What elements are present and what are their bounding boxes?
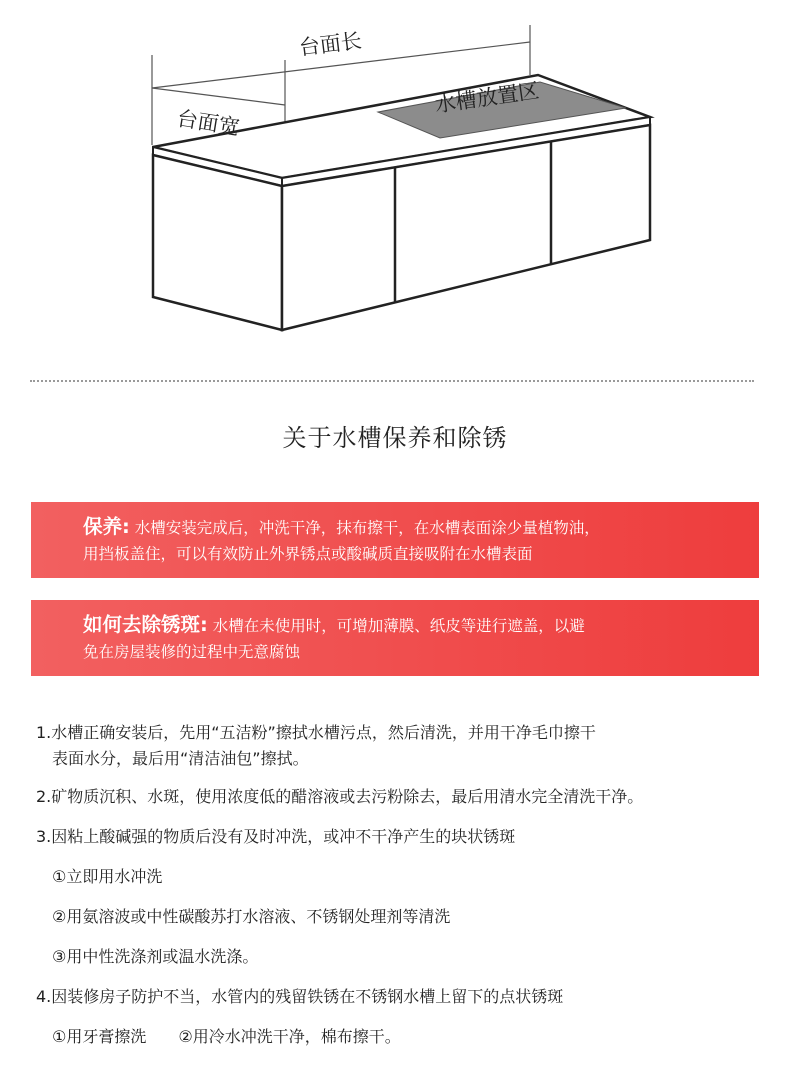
care-banner bbox=[31, 502, 759, 578]
dotted-divider bbox=[30, 380, 754, 382]
list-item-1-line2: 表面水分，最后用“清洁油包”擦拭。 bbox=[52, 749, 309, 768]
cabinet-side bbox=[153, 155, 282, 330]
label-length: 台面长 bbox=[297, 28, 364, 60]
rust-text-line1: 水槽在未使用时，可增加薄膜、纸皮等进行遮盖，以避 bbox=[207, 617, 585, 635]
rust-removal-banner bbox=[31, 600, 759, 676]
instruction-list bbox=[36, 720, 766, 1050]
width-dimension-line bbox=[152, 88, 285, 105]
label-sink-area: 水槽放置区 bbox=[433, 78, 541, 117]
list-item-2: 2.矿物质沉积、水斑，使用浓度低的醋溶液或去污粉除去，最后用清水完全清洗干净。 bbox=[36, 787, 644, 806]
label-width: 台面宽 bbox=[175, 106, 242, 140]
care-text-line1: 水槽安装完成后，冲洗干净，抹布擦干，在水槽表面涂少量植物油， bbox=[129, 519, 600, 537]
list-item-1-line1: 1.水槽正确安装后，先用“五洁粉”擦拭水槽污点，然后清洗，并用干净毛巾擦干 bbox=[36, 723, 596, 742]
list-item-4: 4.因装修房子防护不当，水管内的残留铁锈在不锈钢水槽上留下的点状锈斑 bbox=[36, 987, 564, 1006]
rust-text-line2: 免在房屋装修的过程中无意腐蚀 bbox=[83, 643, 301, 661]
rust-title: 如何去除锈斑: bbox=[83, 613, 208, 636]
list-item-3-sub-2: ②用氨溶波或中性碳酸苏打水溶液、不锈钢处理剂等清洗 bbox=[52, 907, 451, 926]
list-item-3-sub-1: ①立即用水冲洗 bbox=[52, 867, 163, 886]
countertop-diagram bbox=[0, 0, 790, 360]
care-title: 保养: bbox=[83, 515, 130, 538]
list-item-3: 3.因粘上酸碱强的物质后没有及时冲洗，或冲不干净产生的块状锈斑 bbox=[36, 827, 516, 846]
list-item-3-sub-3: ③用中性洗涤剂或温水洗涤。 bbox=[52, 947, 259, 966]
care-text-line2: 用挡板盖住，可以有效防止外界锈点或酸碱质直接吸附在水槽表面 bbox=[83, 545, 533, 563]
section-heading: 关于水槽保养和除锈 bbox=[282, 424, 508, 452]
list-item-4-sub: ①用牙膏擦洗 ②用冷水冲洗干净，棉布擦干。 bbox=[52, 1027, 401, 1046]
